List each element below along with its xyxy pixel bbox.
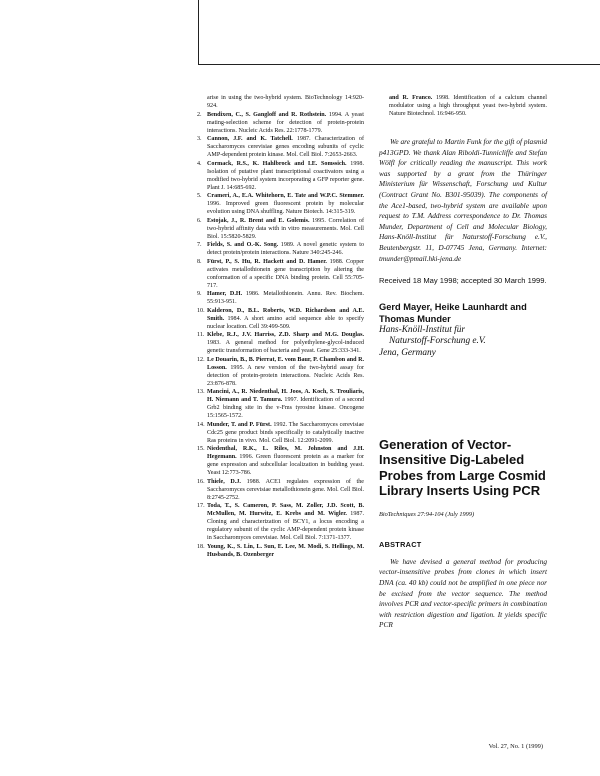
author-block <box>379 301 547 359</box>
reference-text: 1998. Isolation of putative plant transcriptional coactivators using a modified two-hybrid system incorporating a GFP reporter gene. Plant J. 14:685-692. <box>207 160 364 191</box>
reference-text: 1996. Green fluorescent protein as a marker for gene expression and subcellular localization in budding yeast. Yeast 12:773-786. <box>207 454 365 476</box>
reference-item <box>197 111 364 135</box>
acknowledgment: We are grateful to Martin Funk for the gift of plasmid p413GPD. We thank Alan Riboldi-Tunnicliffe and Stefan Wölfl for critically reading the manuscript. This work was supported by a grant from the Thüringer Ministerium für Wissenschaft, Forschung und Kultur (Contract Grant No. B301-95039). The components of the Ace1-based, two-hybrid system are available upon request to T.M. Address correspondence to Dr. Thomas Munder, Department of Cell and Molecular Biology, Hans-Knöll-Institut für Naturstoff-Forschung e.V., Beutenbergstr. 11, D-07745 Jena, Germany. Internet: tmunder@pmail.hki-jena.de <box>379 137 547 263</box>
references-column <box>197 94 364 559</box>
reference-number: 10. <box>197 307 205 314</box>
reference-authors: Mancini, A., R. Niedenthal, H. Joos, A. Koch, S. Trouliaris, H. Niemann and T. Tamura. <box>207 389 364 403</box>
header-rule <box>198 64 600 65</box>
reference-authors: Munder, T. and P. Fürst. <box>207 421 272 428</box>
reference-text: 1995. Correlation of two-hybrid affinity data with in vitro measurements. Mol. Cell Biol. 15:5820-5829. <box>207 217 364 240</box>
reference-item <box>197 502 364 542</box>
reference-text: 1997. Identification of a second Grb2 binding site in the v-Fms tyrosine kinase. Oncogene 15:1565-1572. <box>207 397 364 419</box>
reference-number: 5. <box>197 193 202 199</box>
reference-item <box>197 241 364 257</box>
reference-number: 4. <box>197 160 202 167</box>
reference-authors: Thiele, D.J. <box>207 478 241 485</box>
reference-authors: Bendixen, C., S. Gangloff and R. Rothstein. <box>207 111 327 118</box>
journal-citation: BioTechniques 27:94-104 (July 1999) <box>379 510 475 518</box>
right-column <box>379 94 547 638</box>
reference-text: arise in using the two-hybrid system. BioTechnology 14:920-924. <box>207 95 364 109</box>
reference-number: 7. <box>197 242 202 248</box>
reference-text: 1984. A short amino acid sequence able to specify nuclear location. Cell 39:499-509. <box>207 315 364 330</box>
reference-authors: Cormack, R.S., K. Hahlbrock and I.E. Somssich. <box>207 160 347 167</box>
reference-text: 1987. Cloning and characterization of BCY1, a locus encoding a regulatory subunit of the cyclic AMP-dependent protein kinase in Saccharomyces cerevisiae. Mol. Cell Biol. 7:1371-1377. <box>207 511 364 541</box>
reference-item <box>197 445 364 477</box>
reference-text: 1986. Metallothionein. Annu. Rev. Biochem. 55:913-951. <box>207 291 364 305</box>
reference-authors: Crameri, A., E.A. Whitehorn, E. Tate and W.P.C. Stemmer. <box>207 193 364 199</box>
reference-item <box>197 217 364 241</box>
reference-text: 1987. Characterization of Saccharomyces cerevisiae genes encoding subunits of cyclic AMP-dependent protein kinase. Mol. Cell Biol. 7:2653-2663. <box>207 136 364 158</box>
reference-number: 16. <box>197 478 205 485</box>
reference-text: 1988. ACE1 regulates expression of the Saccharomyces cerevisiae metallothionein gene. Mol. Cell Biol. 8:2745-2752. <box>207 478 364 501</box>
reference-authors: Niedenthal, R.K., L. Riles, M. Johnston and J.H. Hegemann. <box>207 446 364 460</box>
article-authors: Gerd Mayer, Heike Launhardt and Thomas Munder <box>379 301 527 324</box>
reference-number: 17. <box>197 503 205 509</box>
reference-item <box>197 307 364 331</box>
reference-item <box>197 160 364 192</box>
reference-item <box>197 388 364 420</box>
reference-text: 1989. A novel genetic system to detect protein/protein interactions. Nature 340:245-246. <box>207 242 364 256</box>
page-footer: Vol. 27, No. 1 (1999) <box>488 743 543 750</box>
reference-number: 18. <box>197 543 205 550</box>
reference-item <box>197 421 364 445</box>
reference-number: 6. <box>197 217 202 224</box>
reference-authors: Fürst, P., S. Hu, R. Hackett and D. Hamer. <box>207 258 327 265</box>
reference-text: 1988. Copper activates metallothionein gene transcription by altering the conformation of a specific DNA binding protein. Cell 55:705-717. <box>207 258 364 289</box>
reference-number: 9. <box>197 291 202 297</box>
header-rule-vertical <box>198 0 199 64</box>
reference-number: 15. <box>197 446 205 452</box>
reference-text: 1983. A general method for polyethylene-glycol-induced genetic transformation of bacteria and yeast. Gene 25:333-341. <box>207 340 364 354</box>
reference-number: 3. <box>197 136 202 142</box>
reference-authors: Le Douarin, B., B. Pierrat, E. vom Baur, P. Chambon and R. Losson. <box>207 356 364 371</box>
reference-number: 14. <box>197 421 205 428</box>
reference-number: 11. <box>197 332 205 338</box>
reference-authors: Estojak, J., R. Brent and E. Golemis. <box>207 217 310 224</box>
reference-text: 1998. Identification of a calcium channel modulator using a high throughput yeast two-hybrid system. Nature Biotechnol. 16:946-950. <box>389 95 548 117</box>
reference-item <box>197 94 364 110</box>
reference-number: 13. <box>197 389 205 395</box>
reference-authors: and R. Franco. <box>389 95 433 101</box>
reference-text: 1996. Improved green fluorescent protein by molecular evolution using DNA shuffling. Nature Biotech. 14:315-319. <box>207 201 364 215</box>
reference-number: 12. <box>197 356 205 363</box>
reference-item <box>197 192 364 216</box>
reference-authors: Hamer, D.H. <box>207 291 243 297</box>
received-dates: Received 18 May 1998; accepted 30 March 1999. <box>379 276 547 286</box>
reference-text: 1994. A yeast mating-selection scheme for detection of protein-protein interactions. Nucleic Acids Res. 22:1778-1779. <box>207 111 364 134</box>
reference-number: 8. <box>197 258 202 265</box>
reference-item <box>197 356 364 388</box>
reference-authors: Fields, S. and O.-K. Song. <box>207 242 279 248</box>
abstract-heading: ABSTRACT <box>379 539 422 549</box>
article-title: Generation of Vector-Insensitive Dig-Labeled Probes from Large Cosmid Library Inserts Using PCR <box>379 436 546 499</box>
reference-item <box>197 290 364 306</box>
reference-authors: Toda, T., S. Cameron, P. Sass, M. Zoller, J.D. Scott, B. McMullen, M. Hurwitz, E. Krebs and M. Wigler. <box>207 503 364 517</box>
reference-item <box>197 258 364 290</box>
reference-authors: Young, K., S. Lin, L. Sun, E. Lee, M. Modi, S. Hellings, M. Husbands, B. Ozenberger <box>207 543 364 558</box>
reference-text: 1992. The Saccharomyces cerevisiae Cdc25 gene product binds specifically to catalytically inactive Ras proteins in vivo. Mol. Cell Biol. 12:2091-2099. <box>207 421 364 444</box>
reference-item <box>197 478 364 502</box>
reference-continuation <box>379 94 547 118</box>
reference-item <box>197 543 364 559</box>
abstract-text: We have devised a general method for producing vector-insensitive probes from clones in which insert DNA (ca. 40 kb) could not be amplified in one piece nor be excised from the vector sequence. The method involves PCR and vector-specific primers in combination with restriction digestion and ligation. It yields specific PCR <box>379 556 547 630</box>
reference-authors: Kalderon, D., B.L. Roberts, W.D. Richardson and A.E. Smith. <box>207 307 364 322</box>
reference-authors: Klebe, R.J., J.V. Harriss, Z.D. Sharp and M.G. Douglas. <box>207 332 364 338</box>
reference-authors: Cannon, J.F. and K. Tatchell. <box>207 136 293 142</box>
reference-item <box>197 331 364 355</box>
reference-number: 2. <box>197 111 202 118</box>
reference-item <box>197 135 364 159</box>
reference-text: 1995. A new version of the two-hybrid assay for detection of protein-protein interactions. Nucleic Acids Res. 23:876-878. <box>207 364 364 387</box>
affiliation: Hans-Knöll-Institut für Naturstoff-Forschung e.V. Jena, Germany <box>379 324 486 358</box>
